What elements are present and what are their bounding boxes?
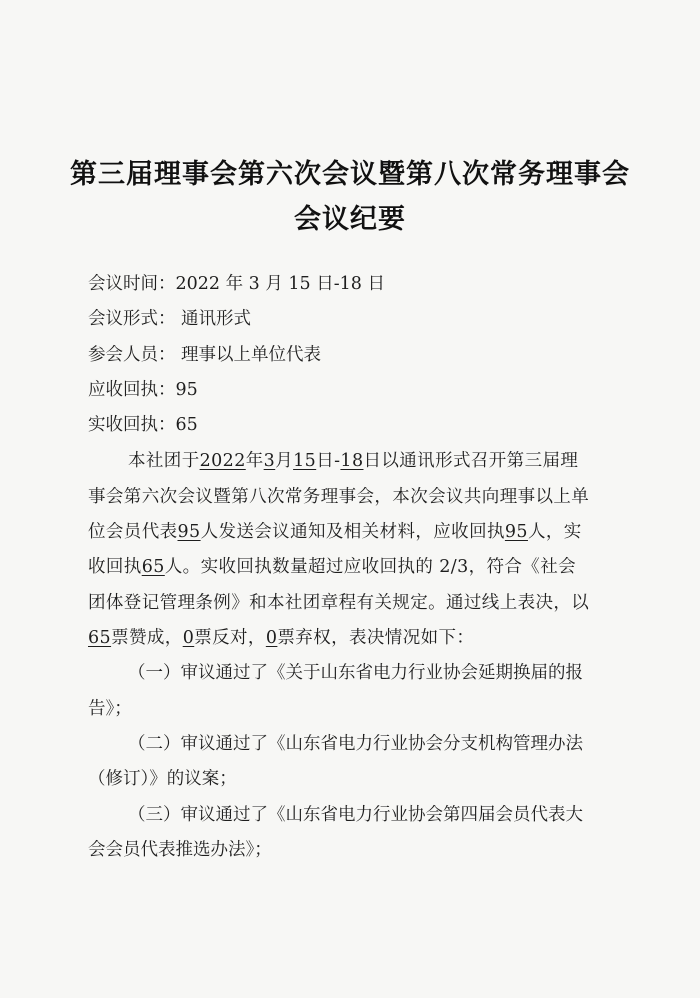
body-line-2: 事会第六次会议暨第八次常务理事会，本次会议共向理事以上单: [88, 487, 590, 507]
filled-start-day: 15: [293, 451, 317, 471]
document-title-line1: 第三届理事会第六次会议暨第八次常务理事会: [70, 159, 630, 190]
body-line-6: [88, 624, 474, 649]
receipts-received: 实收回执：65: [88, 415, 198, 435]
body-line-3: [88, 518, 582, 543]
text-span: 本社团于: [128, 451, 200, 471]
resolution-item-1-line2: 告》；: [88, 699, 132, 719]
resolution-item-2-line2: （修订）》的议案；: [88, 769, 237, 789]
text-span: 票弃权，表决情况如下：: [277, 628, 475, 648]
resolution-item-2-line1: （二）审议通过了《山东省电力行业协会分支机构管理办法: [128, 734, 583, 754]
text-span: 人。实收回执数量超过应收回执的 2/3，符合《社会: [164, 557, 577, 577]
filled-end-day: 18: [340, 451, 364, 471]
filled-received: 65: [141, 557, 165, 577]
filled-votes-for: 65: [88, 628, 112, 648]
meeting-time: 会议时间：2022 年 3 月 15 日-18 日: [88, 274, 385, 294]
filled-representatives: 95: [177, 522, 201, 542]
filled-month: 3: [263, 451, 276, 471]
body-line-1: [128, 447, 578, 472]
body-line-4: [88, 553, 576, 578]
text-span: 票赞成，: [111, 628, 183, 648]
filled-year: 2022: [199, 451, 246, 471]
document-title-line2: 会议纪要: [294, 204, 406, 235]
text-span: 日-: [316, 451, 341, 471]
text-span: 票反对，: [194, 628, 266, 648]
resolution-item-1-line1: （一）审议通过了《关于山东省电力行业协会延期换届的报: [128, 663, 583, 683]
filled-abstentions: 0: [265, 628, 278, 648]
text-span: 日以通讯形式召开第三届理: [363, 451, 579, 471]
text-span: 位会员代表: [88, 522, 178, 542]
resolution-item-3-line1: （三）审议通过了《山东省电力行业协会第四届会员代表大: [128, 805, 583, 825]
text-span: 月: [275, 451, 294, 471]
filled-votes-against: 0: [182, 628, 195, 648]
receipts-expected: 应收回执：95: [88, 380, 198, 400]
filled-expected: 95: [504, 522, 528, 542]
meeting-attendees: 参会人员： 理事以上单位代表: [88, 345, 322, 365]
text-span: 人，实: [527, 522, 582, 542]
text-span: 收回执: [88, 557, 142, 577]
meeting-form: 会议形式： 通讯形式: [88, 309, 252, 329]
text-span: 年: [245, 451, 264, 471]
resolution-item-3-line2: 会会员代表推选办法》；: [88, 840, 272, 860]
text-span: 人发送会议通知及相关材料，应收回执: [200, 522, 505, 542]
body-line-5: 团体登记管理条例》和本社团章程有关规定。通过线上表决，以: [88, 593, 590, 613]
